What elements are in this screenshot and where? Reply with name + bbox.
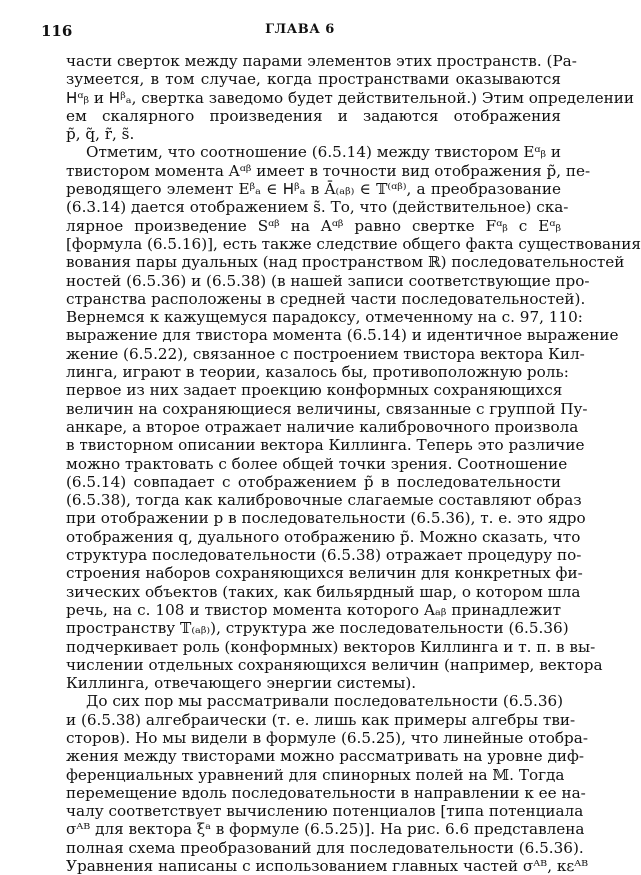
text-line: ностей (6.5.36) и (6.5.38) (в нашей записи соответствующие про- <box>66 271 590 290</box>
page-number: 116 <box>41 22 73 40</box>
text-line: в твисторном описании вектора Киллинга. Теперь это различие <box>66 436 585 455</box>
text-line: строения наборов сохраняющихся величин для конкретных фи- <box>66 564 583 583</box>
text-line: p̃, q̃, r̃, s̃. <box>66 125 135 144</box>
text-line: реводящего элемент Eᵝₐ ∈ 𝖧ᵝₐ в Ā₍ₐᵦ₎ ∈ 𝕋⁽ᵅᵝ⁾, а преобразование <box>66 180 561 199</box>
text-line: анкаре, а второе отражает наличие калибровочного произвола <box>66 417 579 436</box>
text-line: До сих пор мы рассматривали последовательности (6.5.36) <box>86 692 564 711</box>
text-line: числении отдельных сохраняющихся величин (например, вектора <box>66 655 603 674</box>
text-line: жение (6.5.22), связанное с построением твистора вектора Кил- <box>66 344 585 363</box>
text-line: лярное произведение Sᵅᵝ на Aᵅᵝ равно свертке Fᵅᵦ с Eᵅᵦ <box>66 216 561 235</box>
text-line: речь, на с. 108 и твистор момента которого Aₐᵦ принадлежит <box>66 600 561 619</box>
text-line: σᴬᴮ для вектора ξᵃ в формуле (6.5.25)]. На рис. 6.6 представлена <box>66 820 585 839</box>
running-title: ГЛАВА 6 <box>265 22 335 37</box>
text-line: жения между твисторами можно рассматривать на уровне диф- <box>66 747 584 766</box>
text-line: при отображении p в последовательности (6.5.36), т. е. это ядро <box>66 509 586 528</box>
text-line: странства расположены в средней части последовательностей). <box>66 289 586 308</box>
text-line: полная схема преобразований для последовательности (6.5.36). <box>66 838 584 857</box>
text-line: и (6.5.38) алгебраически (т. е. лишь как примеры алгебры тви- <box>66 710 576 729</box>
text-line: части сверток между парами элементов этих пространств. (Ра- <box>66 52 577 70</box>
text-line: сторов). Но мы видели в формуле (6.5.25), что линейные отобра- <box>66 728 588 747</box>
text-line: вования пары дуальных (над пространством ℝ) последовательностей <box>66 253 625 272</box>
text-line: 𝖧ᵅᵦ и 𝖧ᵝₐ, свертка заведомо будет действительной.) Этим определении <box>66 88 635 107</box>
body-text <box>66 52 641 875</box>
text-line: [формула (6.5.16)], есть также следствие общего факта существования <box>66 234 641 253</box>
text-line: (6.5.14) совпадает с отображением p̃ в последовательности <box>66 472 561 491</box>
text-line: перемещение вдоль последовательности в направлении к ее на- <box>66 783 586 802</box>
text-line: зумеется, в том случае, когда пространствами оказываются <box>66 70 561 89</box>
text-line: Вернемся к кажущемуся парадоксу, отмеченному на с. 97, 110: <box>66 308 583 327</box>
text-line: ференциальных уравнений для спинорных полей на 𝕄. Тогда <box>66 765 565 784</box>
text-line: чалу соответствует вычислению потенциалов [типа потенциала <box>66 802 584 821</box>
text-line: первое из них задает проекцию конформных сохраняющихся <box>66 381 563 400</box>
text-line: Отметим, что соотношение (6.5.14) между твистором Eᵅᵦ и <box>86 143 561 162</box>
text-line: отображения q, дуального отображению p̃. Можно сказать, что <box>66 527 581 546</box>
text-line: зических объектов (таких, как бильярдный шар, о котором шла <box>66 582 581 601</box>
text-line: (6.3.14) дается отображением s̃. То, что (действительное) ска- <box>66 198 569 217</box>
text-line: ем скалярного произведения и задаются отображения <box>66 106 561 125</box>
text-line: можно трактовать с более общей точки зрения. Соотношение <box>66 454 568 473</box>
text-line: линга, играют в теории, казалось бы, противоположную роль: <box>66 363 569 382</box>
text-line: подчеркивает роль (конформных) векторов Киллинга и т. п. в вы- <box>66 637 596 656</box>
text-line: Уравнения написаны с использованием главных частей σᴬᴮ, κεᴬᴮ <box>66 857 589 875</box>
text-line: твистором момента Aᵅᵝ имеет в точности вид отображения p̃, пе- <box>66 161 591 180</box>
text-line: величин на сохраняющиеся величины, связанные с группой Пу- <box>66 399 588 418</box>
text-line: пространству 𝕋₍ₐᵦ₎), структура же последовательности (6.5.36) <box>66 619 569 638</box>
text-line: Киллинга, отвечающего энергии системы). <box>66 674 417 693</box>
page-header <box>0 22 600 42</box>
text-line: (6.5.38), тогда как калибровочные слагаемые составляют образ <box>66 491 582 510</box>
text-line: структура последовательности (6.5.38) отражает процедуру по- <box>66 546 582 565</box>
text-line: выражение для твистора момента (6.5.14) и идентичное выражение <box>66 326 619 345</box>
